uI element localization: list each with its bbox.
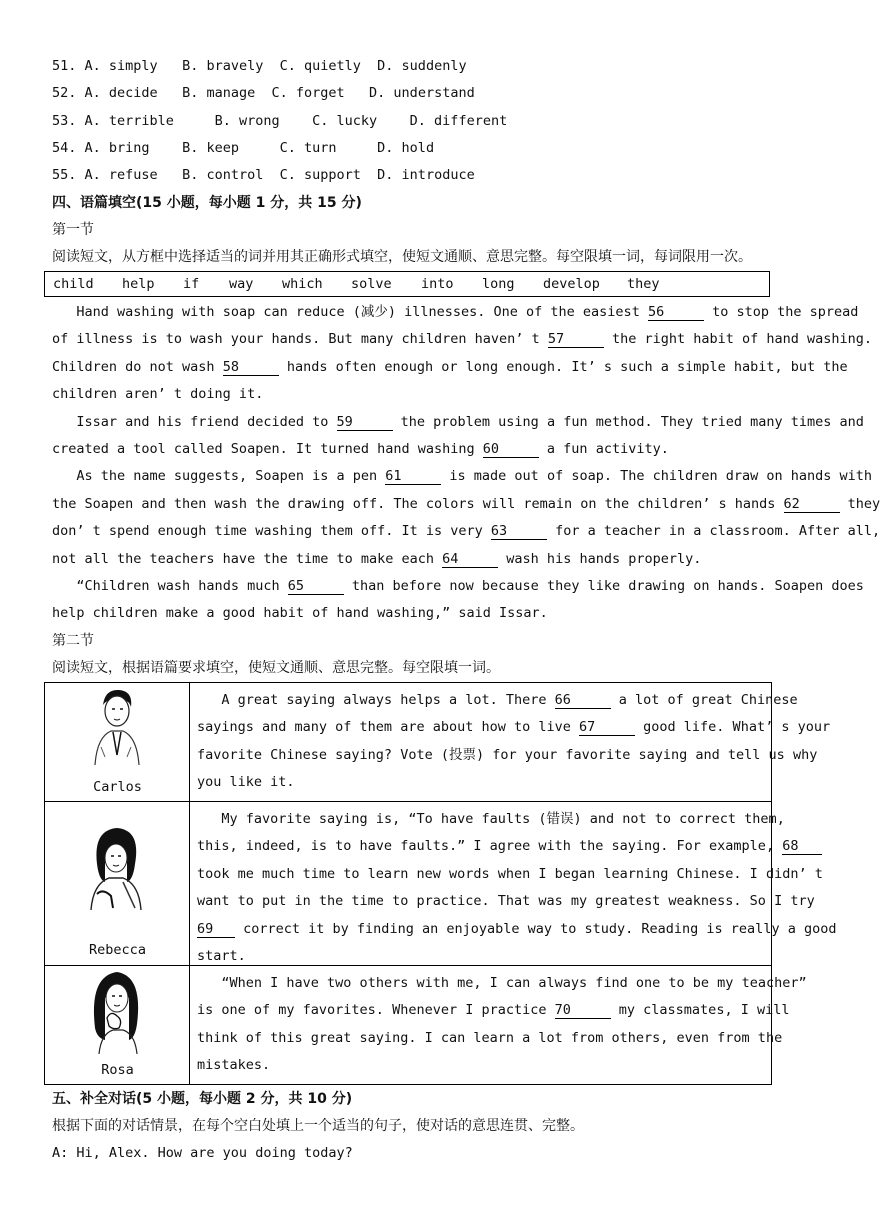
question-52: 52. A. decide B. manage C. forget D. understand [52,85,475,101]
table-row [45,683,831,802]
word-item: solve [351,276,392,292]
word-item: they [627,276,660,292]
dialog-line: A: Hi, Alex. How are you doing today? [52,1145,353,1161]
question-55: 55. A. refuse B. control C. support D. introduce [52,167,475,183]
passage-line: children aren’ t doing it. [52,386,264,403]
section4-heading: 四、语篇填空(15 小题，每小题 1 分，共 15 分) [52,195,362,211]
word-item: develop [543,276,600,292]
blank-56[interactable]: 56 [648,304,704,321]
portrait-cell [45,966,190,1084]
blank-57[interactable]: 57 [548,331,604,348]
word-item: which [282,276,323,292]
section4-part2-label: 第二节 [52,633,94,649]
saying-line: sayings and many of them are about how to live 67 good life. What’ s your [197,719,831,736]
saying-text [197,970,807,1080]
blank-62[interactable]: 62 [784,496,840,513]
passage-line: Children do not wash 58 hands often enough or long enough. It’ s such a simple habit, but the [52,358,848,375]
saying-line: start. [197,948,246,965]
sayings-table [44,682,837,1085]
passage-line: Issar and his friend decided to 59 the problem using a fun method. They tried many times and [76,413,864,430]
saying-line: you like it. [197,774,295,791]
saying-line: think of this great saying. I can learn a lot from others, even from the [197,1029,783,1046]
word-item: way [229,276,254,292]
question-51: 51. A. simply B. bravely C. quietly D. suddenly [52,58,467,74]
passage-line: don’ t spend enough time washing them off. It is very 63 for a teacher in a classroom. After all, [52,523,880,540]
rebecca-portrait-icon [83,824,149,912]
passage-line: of illness is to wash your hands. But many children haven’ t 57 the right habit of hand washing. [52,331,873,348]
word-box [44,271,770,297]
section4-instruction2: 阅读短文，根据语篇要求填空，使短文通顺、意思完整。每空限填一词。 [52,660,500,676]
saying-line: “When I have two others with me, I can always find one to be my teacher” [221,975,807,991]
passage-line: “Children wash hands much 65 than before now because they like drawing on hands. Soapen does [76,578,864,595]
person-name: Rosa [101,1062,134,1078]
passage-line: not all the teachers have the time to make each 64 wash his hands properly. [52,550,702,567]
section5-instruction: 根据下面的对话情景，在每个空白处填上一个适当的句子，使对话的意思连贯、完整。 [52,1118,584,1134]
blank-67[interactable]: 67 [579,719,635,736]
question-54: 54. A. bring B. keep C. turn D. hold [52,140,435,156]
saying-text [197,687,831,797]
question-53: 53. A. terrible B. wrong C. lucky D. different [52,113,508,129]
passage-line: help children make a good habit of hand washing,” said Issar. [52,605,548,622]
saying-line: mistakes. [197,1057,271,1074]
table-row [45,966,807,1084]
blank-61[interactable]: 61 [385,468,441,485]
saying-line: A great saying always helps a lot. There 66 a lot of great Chinese [221,692,798,708]
saying-line: is one of my favorites. Whenever I practice 70 my classmates, I will [197,1002,790,1019]
blank-68[interactable]: 68 [782,838,822,855]
person-name: Carlos [93,779,142,795]
passage-line: created a tool called Soapen. It turned hand washing 60 a fun activity. [52,441,669,458]
blank-58[interactable]: 58 [223,359,279,376]
saying-line: took me much time to learn new words when I began learning Chinese. I didn’ t [197,865,823,882]
word-item: if [183,276,200,292]
word-item: help [122,276,155,292]
blank-64[interactable]: 64 [442,551,498,568]
carlos-portrait-icon [83,685,149,773]
passage-line: the Soapen and then wash the drawing off. The colors will remain on the children’ s hands 62 they [52,495,880,512]
saying-text [197,806,837,970]
person-name: Rebecca [89,942,146,958]
saying-line: want to put in the time to practice. That was my greatest weakness. So I try [197,893,815,910]
passage-soapen [52,299,880,628]
table-row [45,802,837,966]
saying-line: this, indeed, is to have faults.” I agree with the saying. For example, 68 [197,833,763,860]
blank-66[interactable]: 66 [555,692,611,709]
portrait-cell [45,683,190,801]
blank-70[interactable]: 70 [555,1002,611,1019]
section5-heading: 五、补全对话(5 小题，每小题 2 分，共 10 分) [52,1091,353,1107]
word-item: child [53,276,94,292]
rosa-portrait-icon [83,968,149,1056]
blank-59[interactable]: 59 [337,414,393,431]
word-item: into [421,276,454,292]
saying-line: favorite Chinese saying? Vote (投票) for your favorite saying and tell us why [197,746,818,763]
saying-line: 69 correct it by finding an enjoyable way to study. Reading is really a good [197,920,837,937]
word-item: long [482,276,515,292]
blank-65[interactable]: 65 [288,578,344,595]
blank-60[interactable]: 60 [483,441,539,458]
blank-63[interactable]: 63 [491,523,547,540]
section4-part1-label: 第一节 [52,222,94,238]
passage-line: As the name suggests, Soapen is a pen 61 is made out of soap. The children draw on hands with [76,468,873,485]
saying-line: My favorite saying is, “To have faults (错误) and not to correct them, [221,811,785,827]
section4-instruction1: 阅读短文，从方框中选择适当的词并用其正确形式填空，使短文通顺、意思完整。每空限填一词，每词限用一次。 [52,249,752,265]
passage-line: Hand washing with soap can reduce (减少) illnesses. One of the easiest 56 to stop the spread [76,304,859,320]
blank-69[interactable]: 69 [197,921,235,938]
portrait-cell [45,802,190,965]
